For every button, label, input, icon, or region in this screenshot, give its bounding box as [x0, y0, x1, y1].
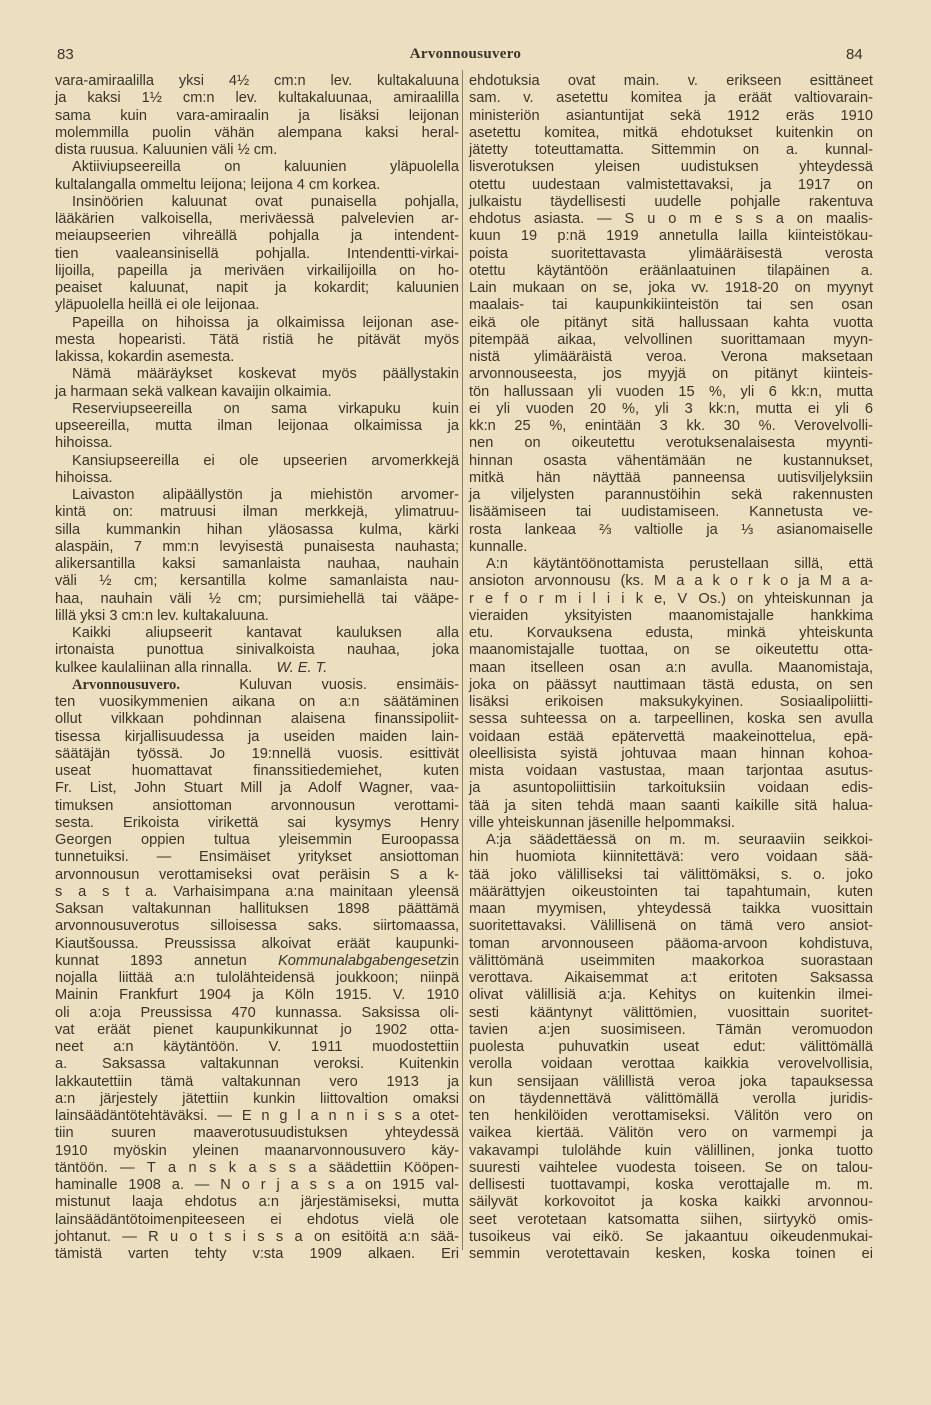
text-line: tusoikeus vai eikö. Se jakaantuu oikeudenmukai- — [469, 1228, 873, 1245]
text-line: Insinöörien kaluunat ovat punaisella pohjalla, — [72, 193, 459, 210]
text-line: ehdotuksia ovat main. v. erikseen esittäneet — [469, 73, 873, 89]
text-line: oli a:oja Preussissa 470 kunnassa. Saksissa oli- — [55, 1004, 459, 1021]
text-segment: kulkee kaulaliinan alla rinnalla. — [55, 659, 277, 676]
text-line: haa, nauhain väli ½ cm; pursimiehellä tai vääpe- — [55, 590, 459, 607]
text-line: maan itselleen osan a:n avulla. Maanomistaja, — [469, 659, 873, 676]
text-line: joka on päässyt nauttimaan tästä edusta, on sen — [469, 676, 873, 693]
text-line: ten vuosikymmenien aikana on a:n säätäminen — [55, 694, 459, 710]
text-line: lisäämiseen tai uudistamiseen. Kannetusta ve- — [469, 504, 873, 521]
text-line: oleellisista syistä johtuvaa maan hinnan kohoa- — [469, 745, 873, 762]
text-line: neet a:n käytäntöön. V. 1911 muodostettiin — [55, 1039, 459, 1055]
text-line: 1910 myöskin yleinen maanarvonnousuvero käy- — [55, 1142, 459, 1159]
text-line: ja kaksi 1½ cm:n lev. kultakaluunaa, amiraalilla — [55, 90, 459, 107]
text-segment: in — [447, 952, 459, 969]
text-line: vara-amiraalilla yksi 4½ cm:n lev. kultakaluuna — [55, 73, 459, 89]
text-line: mesta hopearisti. Tätä ristiä he pitävät myös — [55, 331, 459, 348]
text-segment: kunnat 1893 annetun — [55, 952, 279, 969]
text-line: seet verotetaan katsomatta siihen, siirtyykö omis- — [469, 1211, 873, 1228]
article-headword: Arvonnousuvero. — [72, 676, 180, 693]
text-line: johtanut. — R u o t s i s s a on esitöitä a:n sää- — [55, 1228, 459, 1245]
text-line: upseereilla, mutta ilman leijonaa olkaimissa ja — [55, 418, 459, 434]
text-line: sesta. Erikoista virikettä sai kysymys Henry — [55, 814, 459, 831]
text-line: sama kuin vara-amiraalin ja lisäksi leijonan — [55, 107, 459, 124]
running-head-title: Arvonnousuvero — [409, 46, 522, 62]
text-line: mitkä hän näyttää panneensa uutisviljelyksiin — [469, 469, 873, 486]
text-line: säilyvät korkovoitot ja koska kaikki arvonnou- — [469, 1194, 873, 1211]
text-line: mistunut laaja ehdotus a:n järjestämiseksi, mutta — [55, 1194, 459, 1211]
text-line: sesti kääntynyt välittömien, vuosittain suoritet- — [469, 1004, 873, 1021]
text-line: ansioton arvonnousu (ks. M a a k o r k o ja M a a- — [469, 573, 873, 590]
text-line: määrättyjen oikeustointen tai tapahtumain, kuten — [469, 883, 873, 900]
text-line: tunnetuiksi. — Ensimäiset yritykset ansiottoman — [55, 849, 459, 866]
text-line: tää joko välilliseksi tai välittömäksi, s. o. joko — [469, 866, 873, 883]
text-line: maalais- tai kaupunkikiinteistön tai sen osan — [469, 297, 873, 314]
text-line: toman arvonnouseen pääoma-arvoon kohdistuva, — [469, 935, 873, 952]
text-line: arvonnousuverotus silloisessa saks. siirtomaassa, — [55, 918, 459, 935]
text-line: tön hallussaan yli vuoden 15 %, yli 6 kk:n, mutta — [469, 383, 873, 400]
text-line: maan myymisen, yhteydessä taikka vuosittain — [469, 901, 873, 917]
text-line: ja harmaan sekä valkean kavaijin olkaimia. — [55, 383, 332, 400]
text-line: tisessa kirjallisuudessa ja useiden maiden lain- — [55, 728, 459, 745]
text-line: irtonaista punottua sinivalkoista nauhaa, joka — [55, 642, 459, 659]
text-line: olivat välillisiä a:ja. Kehitys on kuitenkin ilmei- — [469, 987, 873, 1004]
text-line: Kansiupseereilla ei ole upseerien arvomerkkejä — [72, 452, 459, 469]
text-line: Aktiiviupseereilla on kaluunien yläpuolella — [72, 159, 459, 176]
left-column — [55, 73, 459, 1263]
text-line: Mainin Frankfurt 1904 ja Köln 1915. V. 1910 — [55, 987, 459, 1004]
text-line: tämistä varten tehty v:sta 1909 alkaen. Eri — [55, 1246, 459, 1262]
text-line: ja asuntopoliittisiin tarkoituksiin voidaan edis- — [469, 780, 873, 797]
text-line: Fr. List, John Stuart Mill ja Adolf Wagner, vaa- — [55, 780, 459, 797]
text-line: nistä ylimääräistä veroa. Verona maksetaan — [469, 349, 873, 365]
text-line: Reserviupseereilla on sama virkapuku kuin — [72, 400, 459, 417]
text-line: A:n käytäntöönottamista perustellaan sillä, että — [486, 556, 873, 572]
text-line: välittömänä useimmiten maakorkoa suorastaan — [469, 952, 873, 969]
text-line: ja viljelysten parannustöihin sekä rakennusten — [469, 487, 873, 503]
text-line: semmin verotettavain kesken, koska toinen ei — [469, 1246, 873, 1262]
text-line: maanomistajalle tuottaa, on se oikeutettu otta- — [469, 642, 873, 659]
text-line: peaiset kaluunat, napit ja kokardit; kaluunien — [55, 280, 459, 296]
text-line: verolla voidaan verottaa kaikkia verovelvollisia, — [469, 1056, 873, 1073]
page-number-right: 84 — [846, 46, 863, 63]
text-line: lisverotuksen yleisen uudistuksen yhteydessä — [469, 159, 873, 176]
text-line: asetettu komitea, mitkä ehdotukset kuitenkin on — [469, 124, 873, 141]
text-line: haminalle 1908 a. — N o r j a s s a on 1915 val- — [55, 1177, 459, 1193]
text-line: timuksen ansiottoman arvonnousun verottami- — [55, 797, 459, 814]
text-line: suuresti vaihtelee vuodesta toiseen. Se on talou- — [469, 1159, 873, 1176]
text-line: arvonnousun verottamiseksi ovat peräisin S a k- — [55, 866, 459, 883]
text-line: molemmilla puolin vähän alempana kaksi heral- — [55, 124, 459, 141]
text-line: alikersantilla kaksi samanlaista nauhaa, nauhain — [55, 556, 459, 572]
text-line: lainsäädäntötehtäväksi. — E n g l a n n i s s a otet- — [55, 1108, 459, 1124]
text-line: Laivaston alipäällystön ja miehistön arvomer- — [72, 487, 459, 503]
text-line: etu. Korvauksena edusta, minkä yhteiskunta — [469, 625, 873, 641]
text-line: useat huomattavat finanssitiedemiehet, kuten — [55, 763, 459, 779]
text-line: A:ja säädettäessä on m. m. seuraaviin seikkoi- — [486, 832, 873, 848]
text-line: on täydennettävä välittömällä verolla juridis- — [469, 1090, 873, 1107]
text-line: ehdotus asiasta. — S u o m e s s a on maalis- — [469, 211, 873, 227]
text-line: Nämä määräykset koskevat myös päällystakin — [72, 366, 459, 383]
text-line: Saksan valtakunnan hallituksen 1898 päättämä — [55, 901, 459, 917]
text-line: eikä ole pitänyt sitä hallussaan kahta vuotta — [469, 314, 873, 331]
text-line: tää ja siten tehdä maan saanti kaikille sitä halua- — [469, 797, 873, 814]
text-line: hinnan osasta vähentämään ne kustannukset, — [469, 452, 873, 469]
text-line: puolesta puhuvatkin useat edut: välittömällä — [469, 1039, 873, 1055]
text-line — [55, 660, 459, 677]
text-line: dista ruusua. Kaluunien väli ½ cm. — [55, 142, 278, 158]
text-line: kun sensijaan välillistä veroa joka tapauksessa — [469, 1073, 873, 1090]
text-line: lisäksi erikoisen maksukykyinen. Sosiaalipoliitti- — [469, 694, 873, 710]
text-line: ei yli vuoden 20 %, yli 3 kk:n, mutta ei yli 6 — [469, 400, 873, 417]
text-line: vakavampi tulolähde kuin välillinen, jonka tuotto — [469, 1142, 873, 1159]
text-line: väli ½ cm; kersantilla kolme samanlaista nau- — [55, 573, 459, 590]
text-line: Kaikki aliupseerit kantavat kauluksen alla — [72, 625, 459, 641]
text-line: Georgen oppien tultua yleisemmin Euroopassa — [55, 832, 459, 848]
text-line: r e f o r m i l i i k e, V Os.) on yhteiskunnan ja — [469, 590, 873, 607]
text-line: voidaan estää epätervettä maakeinottelua, epä- — [469, 728, 873, 745]
text-line: suoritettavaksi. Välillisenä on tämä vero ansiot- — [469, 918, 873, 935]
text-line: alaspäin, 7 mm:n levyisestä punaisesta nauhasta; — [55, 538, 459, 555]
text-line: kintä on: matruusi ilman merkkejä, ylimatruu- — [55, 504, 459, 521]
text-line: vat eräät pienet kaupunkikunnat jo 1902 otta- — [55, 1021, 459, 1038]
text-line: lakkautettiin tämä valtakunnan vero 1913 ja — [55, 1073, 459, 1090]
text-line: yläpuolella heillä ei ole leijonaa. — [55, 297, 260, 314]
text-line: lillä yksi 3 cm:n lev. kultakaluuna. — [55, 607, 269, 624]
text-line: lainsäädäntötoimenpiteeseen ei ehdotus vielä ole — [55, 1211, 459, 1228]
text-line: täntöön. — T a n s k a s s a säädettiin Kööpen- — [55, 1159, 459, 1176]
text-line: julkaistu täydellisesti uudelle pohjalle rakentuva — [469, 193, 873, 210]
text-line: lääkärien valkoisella, meriväessä palvelevien ar- — [55, 211, 459, 227]
text-line: hihoissa. — [55, 469, 113, 486]
right-column — [469, 73, 873, 1263]
text-line: hihoissa. — [55, 435, 113, 452]
text-line: tavien a:jen suosimiseen. Tämän veromuodon — [469, 1021, 873, 1038]
text-line: vaikea kiertää. Välitön vero on varmempi ja — [469, 1125, 873, 1142]
text-line: verottava. Aikaisemmat a:t eritoten Saksassa — [469, 970, 873, 986]
text-line: vieraiden yksityisten maanomistajalle hankkima — [469, 607, 873, 624]
text-line: silla kummankin hihan yläosassa kulma, kärki — [55, 521, 459, 538]
text-line: tiin suuren maaverotusuudistuksen yhteydessä — [55, 1125, 459, 1142]
text-line: arvonnouseesta, jos myyjä on pitänyt kiinteis- — [469, 366, 873, 383]
text-line: pitempää aikaa, velvollinen suorittamaan myyn- — [469, 331, 873, 348]
text-line — [55, 953, 459, 970]
text-line: säätäjän työssä. Jo 19:nnellä vuosis. esittivät — [55, 745, 459, 762]
text-line: poista suoritettavasta ylimääräisestä verosta — [469, 245, 873, 262]
text-segment: Kuluvan vuosis. ensimäis- — [180, 676, 459, 693]
text-line: kunnalle. — [469, 538, 528, 555]
text-line: nojalla liittää a:n tulolähteidensä joukkoon; niinpä — [55, 970, 459, 986]
text-line: a. Saksassa valtakunnan veroksi. Kuitenkin — [55, 1056, 459, 1073]
text-line: kuun 19 p:nä 1919 annetulla lailla kiinteistökau- — [469, 228, 873, 245]
text-line: Lain mukaan on se, joka vv. 1918-20 on myynyt — [469, 280, 873, 296]
text-line: rosta lankeaa ⅔ valtiolle ja ⅓ asianomaiselle — [469, 521, 873, 538]
text-line: sam. v. asetettu komitea ja eräät valtiovarain- — [469, 90, 873, 107]
text-line: ten henkilöiden verottamiseksi. Välitön vero on — [469, 1108, 873, 1124]
text-line: Papeilla on hihoissa ja olkaimissa leijonan ase- — [72, 314, 459, 331]
italic-text: W. E. T. — [276, 659, 328, 676]
italic-text: Kommunalabgabengesetz — [278, 952, 448, 969]
text-line: tien vaaleansinisellä pohjalla. Intendentti-virkai- — [55, 245, 459, 262]
text-line: Kiautšoussa. Preussissa alkoivat eräät kaupunki- — [55, 935, 459, 952]
text-line: nen on oikeutettu verotuksenalaisesta myynti- — [469, 435, 873, 452]
text-line: jätetty toteuttamatta. Sittemmin on a. kunnal- — [469, 142, 873, 158]
text-line: sessa suhteessa on a. tarpeellinen, koska sen avulla — [469, 711, 873, 728]
text-line: meiaupseerien vihreällä pohjalla ja intendent- — [55, 228, 459, 245]
text-line: lakissa, kokardin asemesta. — [55, 349, 235, 365]
column-divider — [462, 70, 463, 1250]
text-line: lijoilla, papeilla ja meriväen virkailijoilla on ho- — [55, 262, 459, 279]
text-line: mista voidaan vastustaa, maan tarjontaa asutus- — [469, 763, 873, 779]
text-line: ville yhteiskunnan jäsenille helpommaksi. — [469, 814, 736, 831]
text-line: otettu käytäntöön eräänlaatuinen tilapäinen a. — [469, 262, 873, 279]
text-line: s a s t a. Varhaisimpana a:na mainitaan yleensä — [55, 883, 459, 900]
text-line: hin huomiota kiinnitettävä: vero voidaan sää- — [469, 849, 873, 866]
text-line: kk:n 25 %, enintään 3 kk. 30 %. Verovelvolli- — [469, 418, 873, 434]
text-line: kultalangalla ommeltu leijona; leijona 4 cm korkea. — [55, 176, 381, 193]
text-line — [55, 677, 459, 694]
text-line: ministeriön asiantuntijat sekä 1912 eräs 1910 — [469, 107, 873, 124]
page-number-left: 83 — [57, 46, 74, 63]
text-line: ollut vilkkaan pohdinnan alaisena finanssipoliit- — [55, 711, 459, 728]
text-line: dellisesti tuottavampi, koska verottajalle m. m. — [469, 1177, 873, 1193]
text-line: a:n järjestely jätettiin kunkin liittovaltion omaksi — [55, 1090, 459, 1107]
text-line: otettu uudestaan valmistettavaksi, ja 1917 on — [469, 176, 873, 193]
